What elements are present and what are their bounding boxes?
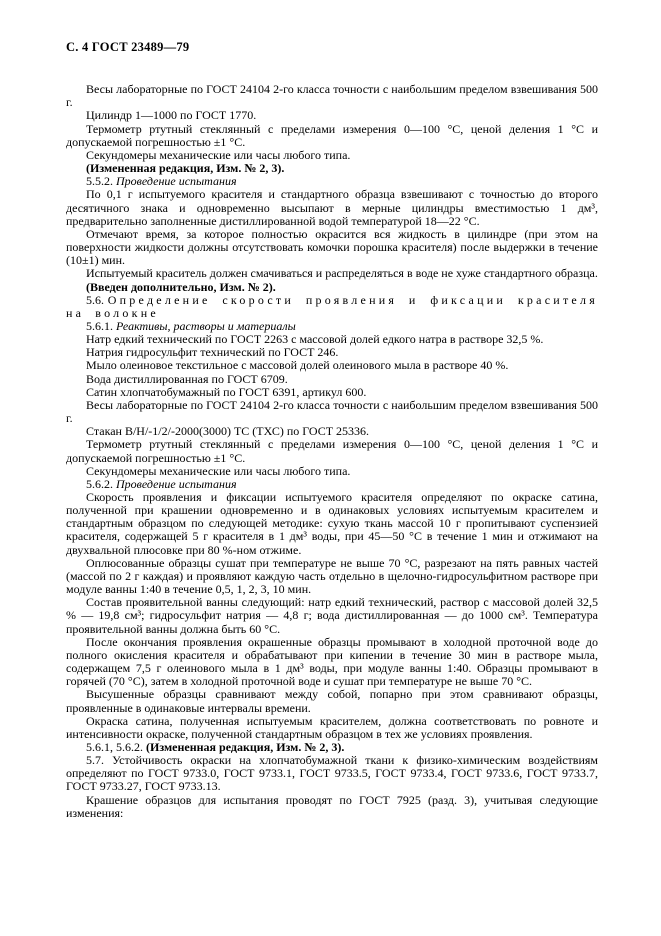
paragraph: 5.7. Устойчивость окраски на хлопчатобумажной ткани к физико-химическим воздействиям определяют по ГОСТ 9733.0, ГОСТ 9733.1, ГОСТ 9733.5, ГОСТ 9733.4, ГОСТ 9733.6, ГОСТ 9733.7, ГОСТ 9733.27, ГОСТ 9733.13. [66, 753, 598, 794]
paragraph: Состав проявительной ванны следующий: натр едкий технический, раствор с массовой долей 32,5 % — 19,8 см³; гидросульфит натрия — 4,8 г; вода дистиллированная — до 1000 см³. Температура проявительной ванны должна быть 60 °С. [66, 595, 598, 636]
paragraph: Окраска сатина, полученная испытуемым красителем, должна соответствовать по ровноте и интенсивности окраске, полученной стандартным образцом в тех же условиях проявления. [66, 713, 598, 741]
paragraph: Вода дистиллированная по ГОСТ 6709. [86, 371, 288, 386]
section-title: Проведение испытания [116, 174, 237, 189]
section-title: Определение скорости проявления и фиксации красителя на волокне [66, 292, 598, 320]
paragraph: Оплюсованные образцы сушат при температуре не выше 70 °С, разрезают на пять равных частей (массой по 2 г каждая) и проявляют каждую часть отдельно в щелочно-гидросульфитном растворе при модуле ванны 1:40 в течение 0,5, 1, 2, 3, 10 мин. [66, 555, 598, 597]
revision-note: (Измененная редакция, Изм. № 2, 3). [146, 739, 345, 754]
paragraph: Испытуемый краситель должен смачиваться и распределяться в воде не хуже стандартного образца. [86, 266, 598, 281]
section-number: 5.6.1. [86, 318, 116, 333]
paragraph: По 0,1 г испытуемого красителя и стандартного образца взвешивают с точностью до второго десятичного знака и одновременно высыпают в мерные цилиндры вместимостью 1 дм³, предварительно заполненные дистиллированной водой температурой 18—22 °С. [66, 187, 598, 228]
section-number: 5.6. [86, 292, 108, 307]
paragraph: Натр едкий технический по ГОСТ 2263 с массовой долей едкого натра в растворе 32,5 %. [86, 332, 544, 347]
paragraph: Мыло олеиновое текстильное с массовой долей олеинового мыла в растворе 40 %. [86, 358, 509, 373]
paragraph: Секундомеры механические или часы любого типа. [86, 463, 351, 478]
paragraph: Отмечают время, за которое полностью окрасится вся жидкость в цилиндре (при этом на поверхности жидкости должны отсутствовать комочки порошка красителя) после выдержки в течение (10±1) мин. [66, 226, 598, 268]
paragraph: Стакан В/Н/-1/2/-2000(3000) ТС (ТХС) по ГОСТ 25336. [86, 424, 370, 439]
paragraph: (Введен дополнительно, Изм. № 2). [86, 279, 276, 294]
paragraph: Термометр ртутный стеклянный с пределами измерения 0—100 °С, ценой деления 1 °С и допускаемой погрешностью ±1 °С. [66, 437, 598, 465]
paragraph: Скорость проявления и фиксации испытуемого красителя определяют по окраске сатина, полученной при крашении одновременно и в одинаковых условиях испытуемым красителем и стандартным образцом по следующей методике: сухую ткань массой 10 г пропитывают суспензией красителя, содержащей 5 г красителя в 1 дм³ воды, при 45—50 °С в течение 1 мин и отжимают на двухвальной плюсовке при 80 %-ном отжиме. [66, 490, 598, 557]
paragraph: Весы лабораторные по ГОСТ 24104 2-го класса точности с наибольшим пределом взвешивания 500 г. [66, 82, 598, 110]
section-number: 5.5.2. [86, 174, 116, 189]
paragraph: Цилиндр 1—1000 по ГОСТ 1770. [86, 108, 257, 123]
document-body [66, 83, 598, 820]
paragraph: Секундомеры механические или часы любого типа. [86, 147, 351, 162]
page-header: С. 4 ГОСТ 23489—79 [66, 40, 190, 54]
paragraph: Натрия гидросульфит технический по ГОСТ 246. [86, 345, 339, 360]
paragraph: Термометр ртутный стеклянный с пределами измерения 0—100 °С, ценой деления 1 °С и допускаемой погрешностью ±1 °С. [66, 121, 598, 149]
paragraph: (Измененная редакция, Изм. № 2, 3). [86, 161, 285, 176]
section-number: 5.6.2. [86, 476, 116, 491]
section-heading [66, 294, 598, 320]
paragraph: Весы лабораторные по ГОСТ 24104 2-го класса точности с наибольшим пределом взвешивания 500 г. [66, 397, 598, 426]
paragraph: Сатин хлопчатобумажный по ГОСТ 6391, артикул 600. [86, 384, 367, 399]
paragraph: Крашение образцов для испытания проводят по ГОСТ 7925 (разд. 3), учитывая следующие изменения: [66, 792, 598, 820]
section-title: Проведение испытания [116, 476, 237, 491]
paragraph: После окончания проявления окрашенные образцы промывают в холодной проточной воде до полного окисления красителя и обрабатывают при кипении в течение 30 мин в растворе мыла, содержащем 7,5 г олеинового мыла в 1 дм³ воды, при модуле ванны 1:40. Образцы промывают в горячей (70 °С), затем в холодной проточной воде и сушат при температуре не выше 70 °С. [66, 634, 598, 689]
paragraph: Высушенные образцы сравнивают между собой, попарно при этом сравнивают образцы, проявленные в одинаковые интервалы времени. [66, 687, 598, 715]
section-number: 5.6.1, 5.6.2. [86, 739, 146, 754]
section-title: Реактивы, растворы и материалы [116, 318, 296, 333]
